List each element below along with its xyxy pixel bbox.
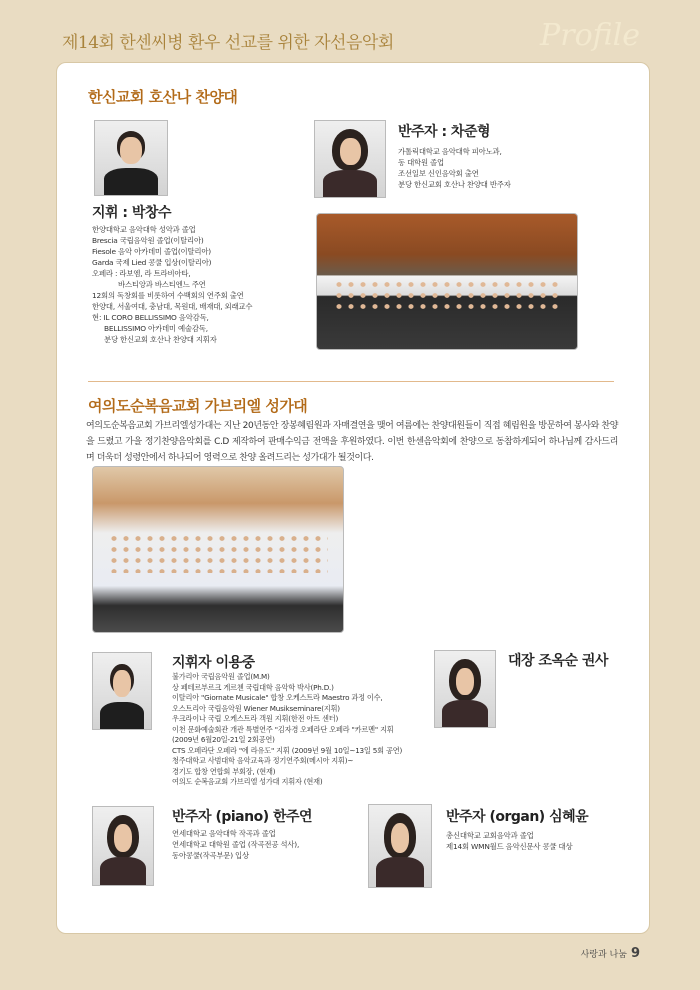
section-title-hanshin: 한신교회 호산나 찬양대 — [88, 88, 238, 106]
bio-line: 우크라이나 국립 오케스트라 객원 지휘(한전 아트 센터) — [172, 714, 339, 723]
bio-line: BELLISSIMO 아카데미 예술감독, — [104, 324, 208, 333]
bio-line: 오스트리아 국립음악원 Wiener Musikseminare(지휘) — [172, 703, 340, 713]
page-footer — [581, 946, 640, 961]
bio-line: 동 대학원 졸업 — [398, 158, 444, 167]
conductor-bio-lee — [172, 672, 402, 788]
bio-line: 조선일보 신인음악회 출연 — [398, 169, 479, 178]
bio-line: 현: IL CORO BELLISSIMO 음악감독, — [92, 313, 209, 322]
conductor-name-lee: 지휘자 이용중 — [172, 655, 255, 671]
bio-line: 바스티앙과 바스티엔느 주연 — [118, 280, 206, 289]
pianist-name-han: 반주자 (piano) 한주연 — [172, 809, 313, 825]
leader-name-cho: 대장 조옥순 권사 — [508, 653, 608, 669]
bio-line: Garda 국제 Lied 콩쿨 입상(이탈리아) — [92, 258, 212, 267]
bio-line: 분당 한신교회 호산나 찬양대 반주자 — [398, 180, 511, 189]
bio-line: 제14회 WMN월드 음악신문사 콩쿨 대상 — [446, 842, 573, 851]
accompanist-name-cha: 반주자 : 차준형 — [398, 124, 490, 140]
page-number: 9 — [630, 946, 640, 961]
bio-line: 이천 문화예술회관 개관 특별연주 "김자경 오페라단 오페라 "카르멘" 지휘 — [172, 724, 394, 734]
section-divider — [88, 381, 614, 382]
bio-line: 오페라 : 라보엠, 라 트라비아타, — [92, 269, 191, 278]
accompanist-photo-cha — [314, 120, 386, 198]
bio-line: 총신대학교 교회음악과 졸업 — [446, 831, 534, 840]
conductor-bio-park — [92, 224, 252, 345]
organist-bio-shim — [446, 830, 572, 852]
bio-line: 청주대학교 사범대학 음악교육과 정기연주회(메시아 지휘)~ — [172, 756, 354, 765]
yoido-choir-description: 여의도순복음교회 가브리엘성가대는 지난 20년동안 장봉혜림원과 자매결연을 맺어 여름에는 찬양대원들이 직접 혜림원을 방문하여 봉사와 찬양을 드렸고 가을 정기찬양음악회를 C.D 제작하여 판매수익금 전액을 후원하였다. 이번 한센음악회에 찬양으로 동참하게되어 하나님께 감사드리며 더욱더 성령안에서 하나되어 영력으로 찬양 올려드리는 성가대가 될것이다. — [86, 421, 618, 463]
bio-line: (2009년 6월20일-21일 2회공연) — [172, 735, 275, 744]
bio-line: 경기도 합창 연합회 부회장, (현재) — [172, 766, 276, 776]
bio-line: 동아콩쿨(작곡부문) 입상 — [172, 851, 249, 860]
conductor-photo-park — [94, 120, 168, 196]
leader-photo-cho — [434, 650, 496, 728]
conductor-name-park: 지휘 : 박창수 — [92, 205, 171, 221]
bio-line: 12회의 독창회를 비롯하여 수백회의 연주회 출연 — [92, 291, 244, 300]
bio-line: 분당 한신교회 호산나 찬양대 지휘자 — [104, 335, 217, 344]
gabriel-choir-photo — [92, 466, 344, 633]
bio-line: 가톨릭대학교 음악대학 피아노과, — [398, 147, 502, 156]
pianist-bio-han — [172, 828, 299, 861]
pianist-photo-han — [92, 806, 154, 886]
bio-line: CTS 오페라단 오페라 "에 라유도" 지휘 (2009년 9월 10일~13일 5회 공연) — [172, 745, 403, 755]
page-header-title: 제14회 한센씨병 환우 선교를 위한 자선음악회 — [62, 33, 394, 53]
magazine-name: 사랑과 나눔 — [580, 950, 627, 960]
bio-line: 이탈리아 "Giornate Musicale" 합창 오케스트라 Maestro 과정 이수, — [172, 693, 383, 702]
section-title-yoido: 여의도순복음교회 가브리엘 성가대 — [88, 397, 308, 415]
bio-line: 여의도 순복음교회 가브리엘 성가대 지휘자 (현재) — [172, 777, 323, 786]
organist-name-shim: 반주자 (organ) 심혜윤 — [446, 809, 589, 825]
conductor-photo-lee — [92, 652, 152, 730]
bio-line: Fiesole 음악 아카데미 졸업(이탈리아) — [92, 247, 211, 256]
bio-line: 연세대학교 대학원 졸업 (작곡전공 석사), — [172, 840, 300, 849]
organist-photo-shim — [368, 804, 432, 888]
bio-line: 불가리아 국립음악원 졸업(M.M) — [172, 672, 270, 681]
bio-line: 연세대학교 음악대학 작곡과 졸업 — [172, 829, 276, 838]
bio-line: 한양대, 서울여대, 충남대, 목원대, 배재대, 외래교수 — [92, 302, 253, 311]
hanshin-choir-photo — [316, 213, 578, 350]
bio-line: 상 페테르부르크 게르첸 국립대학 음악학 박사(Ph.D.) — [172, 682, 334, 692]
bio-line: Brescia 국립음악원 졸업(이탈리아) — [92, 236, 204, 245]
profile-watermark: Profile — [540, 18, 640, 53]
accompanist-bio-cha — [398, 146, 511, 190]
bio-line: 한양대학교 음악대학 성악과 졸업 — [92, 225, 196, 234]
